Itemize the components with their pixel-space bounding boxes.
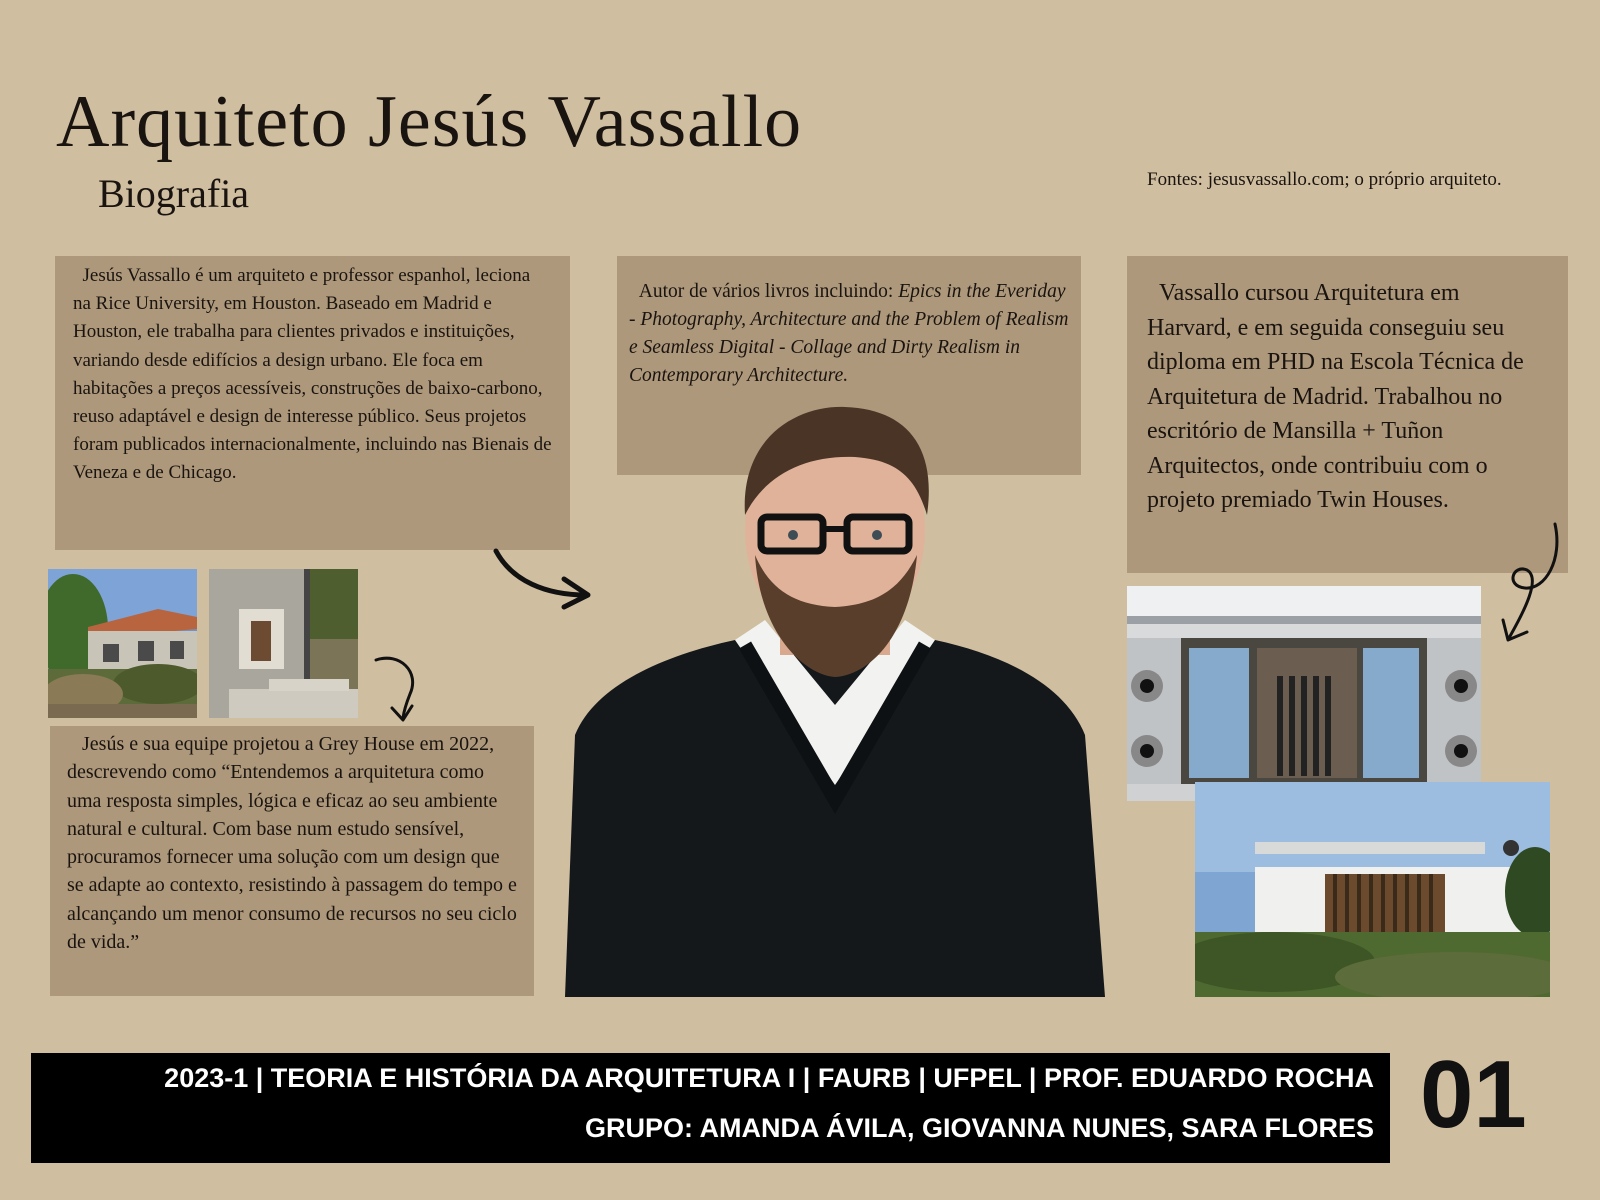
- grey-house-text: Jesús e sua equipe projetou a Grey House em 2022, descrevendo como “Entendemos a arquitetura como uma resposta simples, lógica e eficaz ao seu ambiente natural e cultural. Com base num estudo sensível, procuramos fornecer uma solução com um design que se adapte ao contexto, resistindo à passagem do tempo e alcançando um menor consumo de recursos no seu ciclo de vida.”: [67, 733, 522, 954]
- grey-house-photo-detail: [209, 569, 358, 718]
- page-title: Arquiteto Jesús Vassallo: [56, 81, 803, 163]
- twin-houses-photo-exterior: [1195, 782, 1550, 997]
- grey-house-photo-exterior: [48, 569, 197, 718]
- twin-houses-photo-interior: [1127, 586, 1481, 801]
- bio-text: Jesús Vassallo é um arquiteto e professor espanhol, leciona na Rice University, em Houston. Baseado em Madrid e Houston, ele trabalha para clientes privados e instituições, variando desde edifícios a design urbano. Ele foca em habitações a preços acessíveis, construções de baixo-carbono, reuso adaptável e design de interesse público. Seus projetos foram publicados internacionalmente, incluindo nas Bienais de Veneza e de Chicago.: [73, 265, 556, 484]
- architect-portrait: [565, 405, 1105, 997]
- footer-bar: [31, 1053, 1390, 1163]
- books-intro: Autor de vários livros incluindo:: [629, 281, 899, 302]
- page-number: 01: [1420, 1041, 1527, 1148]
- books-titles: Epics in the Everiday - Photography, Architecture and the Problem of Realism e Seamless Digital - Collage and Dirty Realism in Contemporary Architecture.: [629, 281, 1069, 386]
- footer-group-line: GRUPO: AMANDA ÁVILA, GIOVANNA NUNES, SARA FLORES: [584, 1113, 1374, 1143]
- education-text: Vassallo cursou Arquitetura em Harvard, e em seguida conseguiu seu diploma em PHD na Escola Técnica de Arquitetura de Madrid. Trabalhou no escritório de Mansilla + Tuñon Arquitectos, onde contribuiu com o projeto premiado Twin Houses.: [1147, 280, 1529, 513]
- arrow-down-curved-icon: [370, 652, 430, 727]
- sources-note: Fontes: jesusvassallo.com; o próprio arquiteto.: [1147, 169, 1502, 190]
- arrow-loop-icon: [1495, 520, 1570, 650]
- page-subtitle: Biografia: [98, 171, 250, 216]
- grey-house-text-box: [50, 726, 534, 996]
- footer-course-line: 2023-1 | TEORIA E HISTÓRIA DA ARQUITETURA I | FAURB | UFPEL | PROF. EDUARDO ROCHA: [164, 1063, 1374, 1093]
- bio-text-box: [55, 256, 570, 550]
